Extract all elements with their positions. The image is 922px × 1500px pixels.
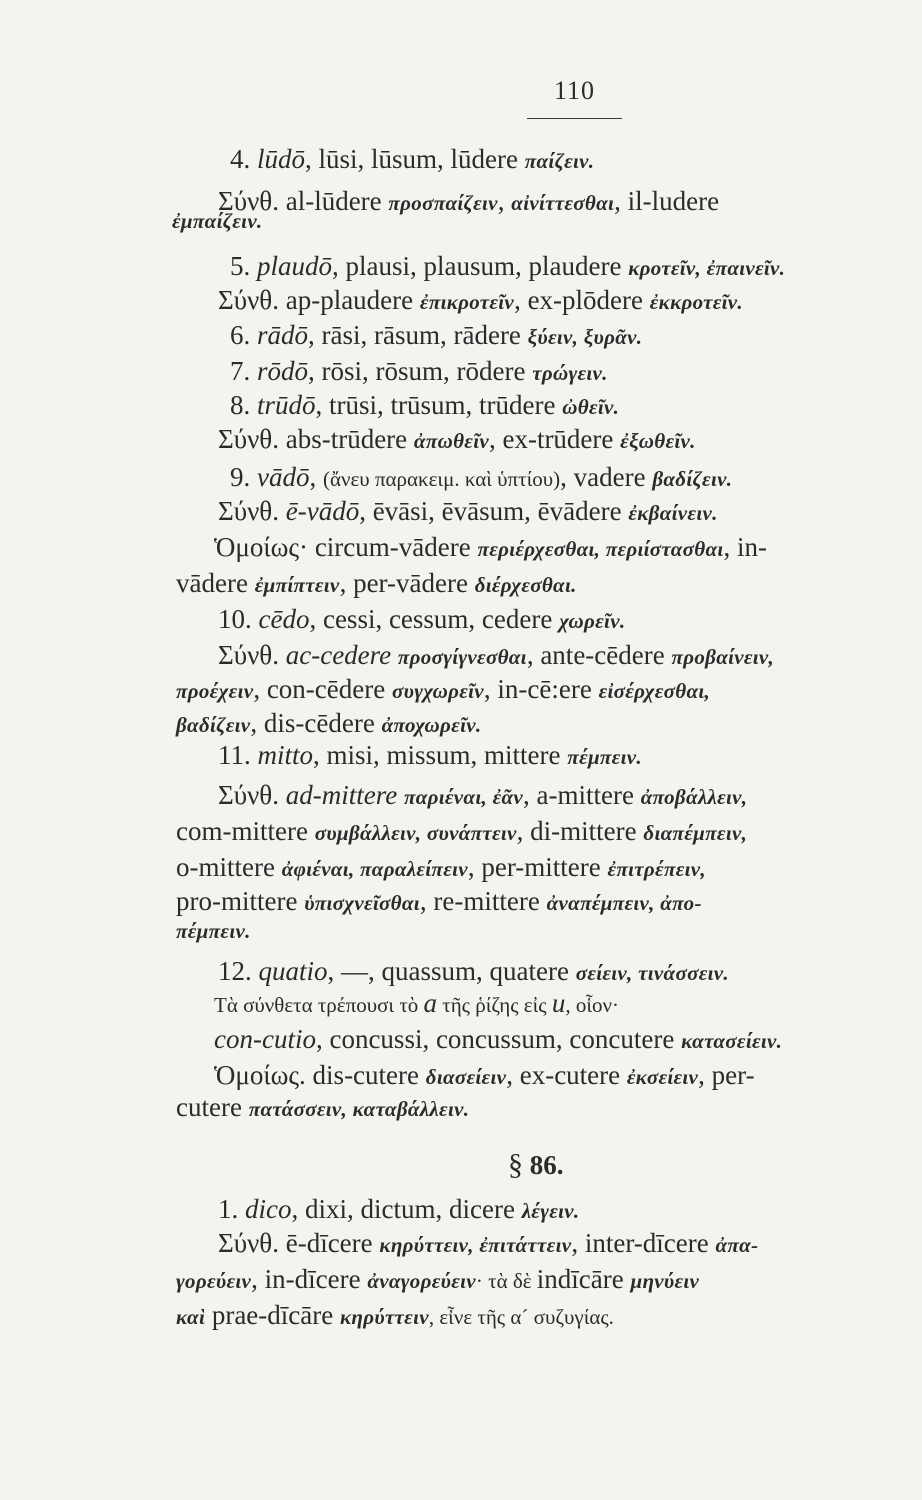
page-number: 110 [553,76,596,105]
text-line: con-cutio, concussi, concussum, concutere κατασείειν. [214,1024,783,1054]
text-line: Σύνθ. abs-trūdere ἀπωθεῖν, ex-trūdere ἐξωθεῖν. [218,424,696,454]
text-line: Σύνθ. ē-dīcere κηρύττειν, ἐπιτάττειν, inter-dīcere ἀπα- [218,1228,759,1258]
text-line: Σύνθ. ap-plaudere ἐπικροτεῖν, ex-plōdere ἐκκροτεῖν. [218,285,743,315]
text-line: 8. trūdō, trūsi, trūsum, trūdere ὠθεῖν. [230,390,620,420]
text-line: 7. rōdō, rōsi, rōsum, rōdere τρώγειν. [230,356,608,386]
text-line: pro-mittere ὑπισχνεῖσθαι, re-mittere ἀναπέμπειν, ἀπο- [176,886,702,916]
text-line: προέχειν, con-cēdere συγχωρεῖν, in-cē:ere εἰσέρχεσθαι, [176,674,711,704]
text-line: Σύνθ. ē-vādō, ēvāsi, ēvāsum, ēvādere ἐκβαίνειν. [218,496,718,526]
text-line: 4. lūdō, lūsi, lūsum, lūdere παίζειν. [230,144,595,174]
text-line: 10. cēdo, cessi, cessum, cedere χωρεῖν. [218,604,626,634]
text-line: 12. quatio, —, quassum, quatere σείειν, τινάσσειν. [218,956,729,986]
text-line: καὶ prae-dīcāre κηρύττειν, εἶνε τῆς α´ συζυγίας. [176,1300,614,1330]
section-heading: § 86. [508,1148,564,1181]
text-line: vādere ἐμπίπτειν, per-vādere διέρχεσθαι. [176,568,577,598]
text-line: Σύνθ. al-lūdere προσπαίζειν, αἰνίττεσθαι, il-ludere [218,186,720,216]
page-number-rule [527,118,622,119]
text-line: βαδίζειν, dis-cēdere ἀποχωρεῖν. [176,708,482,738]
text-line: 5. plaudō, plausi, plausum, plaudere κροτεῖν, ἐπαινεῖν. [230,251,786,281]
text-line: γορεύειν, in-dīcere ἀναγορεύειν· τὰ δὲ indīcāre μηνύειν [176,1264,700,1294]
text-line: 9. vādō, (ἄνευ παρακειμ. καὶ ὑπτίου), vadere βαδίζειν. [230,462,733,492]
text-line: com-mittere συμβάλλειν, συνάπτειν, di-mittere διαπέμπειν, [176,816,748,846]
text-line: 11. mitto, misi, missum, mittere πέμπειν. [218,740,642,770]
text-line: Ὁμοίως· circum-vādere περιέρχεσθαι, περιίστασθαι, in- [214,532,768,562]
text-line: Τὰ σύνθετα τρέπουσι τὸ a τῆς ῥίζης εἰς u, οἷον· [214,988,619,1018]
text-line: Σύνθ. ac-cedere προσγίγνεσθαι, ante-cēdere προβαίνειν, [218,640,775,670]
text-line: Ὁμοίως. dis-cutere διασείειν, ex-cutere ἐκσείειν, per- [214,1060,755,1090]
text-line: cutere πατάσσειν, καταβάλλειν. [176,1092,470,1122]
text-line: 6. rādō, rāsi, rāsum, rādere ξύειν, ξυρᾶν. [230,320,643,350]
text-line: πέμπειν. [176,919,251,943]
text-line: Σύνθ. ad-mittere παριέναι, ἐᾶν, a-mittere ἀποβάλλειν, [218,780,748,810]
text-line: ἐμπαίζειν. [172,209,263,233]
text-line: 1. dico, dixi, dictum, dicere λέγειν. [218,1194,580,1224]
text-line: o-mittere ἀφιέναι, παραλείπειν, per-mittere ἐπιτρέπειν, [176,852,706,882]
